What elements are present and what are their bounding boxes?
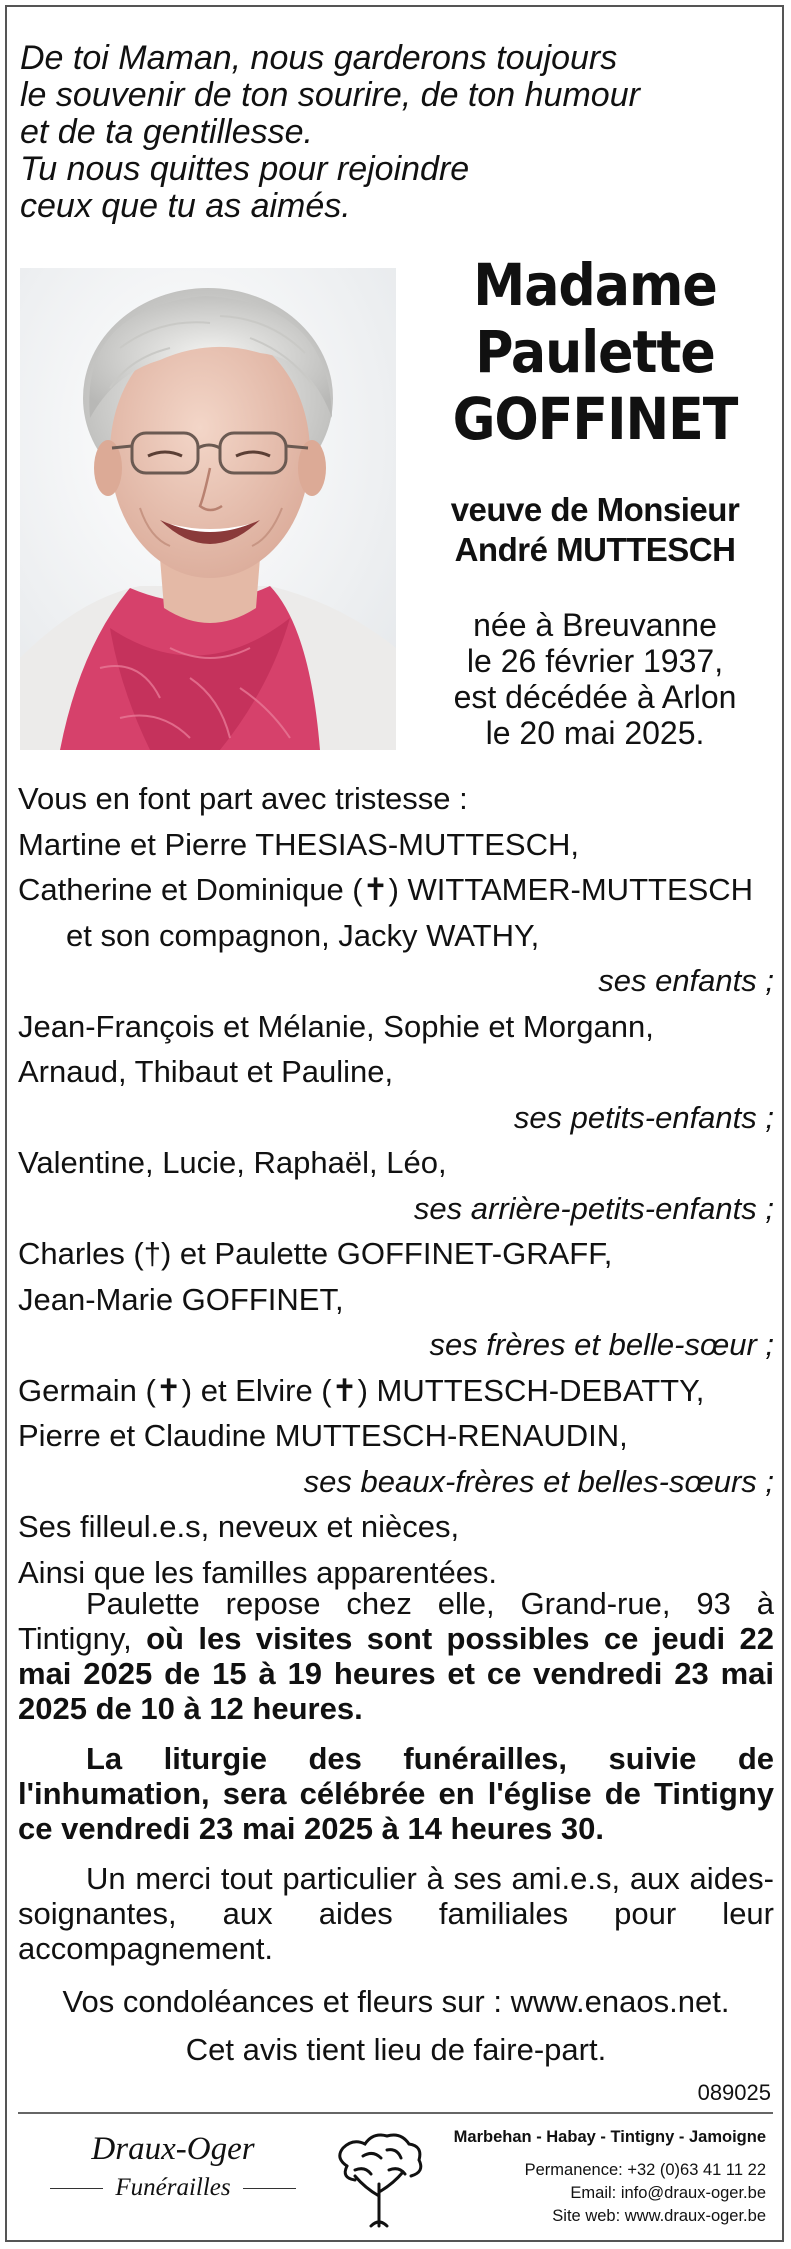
footer-divider xyxy=(18,2112,773,2114)
thanks-paragraph xyxy=(18,1861,774,1966)
birth-line: est décédée à Arlon xyxy=(453,679,737,715)
name-title: Madame xyxy=(473,251,717,319)
notice-line: Cet avis tient lieu de faire-part. xyxy=(185,2032,607,2067)
divider xyxy=(50,2188,103,2189)
family-role: ses arrière-petits-enfants ; xyxy=(413,1190,774,1226)
poem-line: ceux que tu as aimés. xyxy=(20,187,351,225)
family-list xyxy=(18,776,774,1595)
website: Site web: www.draux-oger.be xyxy=(552,2207,766,2225)
funeral-home-logo xyxy=(38,2130,308,2202)
condolences-line: Vos condoléances et fleurs sur : www.enaos.net. xyxy=(62,1984,730,2019)
family-line: Arnaud, Thibaut et Pauline, xyxy=(18,1054,394,1089)
poem-line: et de ta gentillesse. xyxy=(20,113,313,151)
family-role: ses enfants ; xyxy=(598,963,774,998)
brand-name: Draux-Oger xyxy=(91,2131,255,2167)
family-line: Ses filleul.e.s, neveux et nièces, xyxy=(18,1509,460,1544)
deceased-name xyxy=(430,252,760,453)
widow-line: André MUTTESCH xyxy=(454,531,736,568)
poem xyxy=(20,40,640,225)
name-first: Paulette xyxy=(475,318,715,386)
family-intro: Vous en font part avec tristesse : xyxy=(18,781,468,816)
family-line: Germain (✝) et Elvire (✝) MUTTESCH-DEBATTY, xyxy=(18,1372,705,1408)
poem-line: De toi Maman, nous garderons toujours xyxy=(20,39,618,77)
birth-line: le 20 mai 2025. xyxy=(485,715,705,751)
name-last: GOFFINET xyxy=(452,385,738,453)
family-role: ses beaux-frères et belles-sœurs ; xyxy=(303,1463,774,1499)
family-line: Ainsi que les familles apparentées. xyxy=(18,1554,498,1590)
family-line: Valentine, Lucie, Raphaël, Léo, xyxy=(18,1145,447,1180)
family-line: et son compagnon, Jacky WATHY, xyxy=(66,917,540,953)
liturgy-paragraph xyxy=(18,1741,774,1846)
birth-line: le 26 février 1937, xyxy=(466,643,724,679)
thanks-text: Un merci tout particulier à ses ami.e.s, aux aides-soignantes, aux aides familiales pour leur accompagnement. xyxy=(18,1861,774,1966)
liturgy-text: La liturgie des funérailles, suivie de l'inhumation, sera célébrée en l'église de Tintigny ce vendredi 23 mai 2025 à 14 heures 30. xyxy=(18,1741,774,1846)
poem-line: le souvenir de ton sourire, de ton humour xyxy=(20,76,640,114)
portrait-photo xyxy=(20,268,396,750)
family-line: Pierre et Claudine MUTTESCH-RENAUDIN, xyxy=(18,1418,628,1453)
poem-line: Tu nous quittes pour rejoindre xyxy=(20,150,470,188)
birth-line: née à Breuvanne xyxy=(473,607,717,643)
brand-subtitle: Funérailles xyxy=(115,2174,231,2201)
contact-info xyxy=(440,2126,766,2228)
visits-paragraph xyxy=(18,1586,774,1726)
reference-code: 089025 xyxy=(697,2080,771,2105)
family-line: Martine et Pierre THESIAS-MUTTESCH, xyxy=(18,826,579,862)
birth-death-info xyxy=(420,607,770,751)
visits-text: Paulette repose chez elle, Grand-rue, 93 à Tintigny, xyxy=(18,1586,774,1656)
family-line: Charles (†) et Paulette GOFFINET-GRAFF, xyxy=(18,1236,613,1271)
tree-logo-icon xyxy=(325,2126,433,2232)
visits-times: où les visites sont possibles ce jeudi 22 mai 2025 de 15 à 19 heures et ce vendredi 23 mai 2025 de 10 à 12 heures. xyxy=(18,1621,774,1726)
family-line: Jean-Marie GOFFINET, xyxy=(18,1281,344,1317)
phone: Permanence: +32 (0)63 41 11 22 xyxy=(524,2161,766,2179)
family-line: Jean-François et Mélanie, Sophie et Morgann, xyxy=(18,1008,654,1044)
family-role: ses frères et belle-sœur ; xyxy=(429,1327,774,1362)
divider xyxy=(243,2188,296,2189)
widow-line: veuve de Monsieur xyxy=(450,491,740,528)
family-role: ses petits-enfants ; xyxy=(513,1099,774,1135)
widow-of xyxy=(420,490,770,570)
family-line: Catherine et Dominique (✝) WITTAMER-MUTTESCH xyxy=(18,872,754,907)
locations: Marbehan - Habay - Tintigny - Jamoigne xyxy=(453,2128,766,2146)
email: Email: info@draux-oger.be xyxy=(570,2184,766,2202)
